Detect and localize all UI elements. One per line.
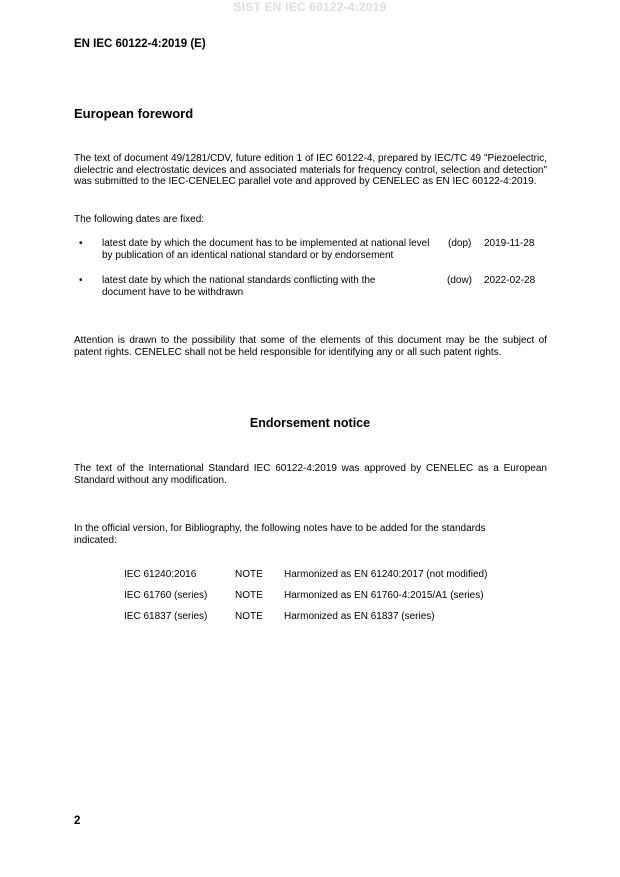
- patent-attention-paragraph: Attention is drawn to the possibility that some of the elements of this document may be the subject of patent rights. CENELEC shall not be held responsible for identifying any or all such patent rights.: [74, 335, 547, 358]
- note-label: NOTE: [235, 611, 263, 622]
- foreword-intro-paragraph: The text of document 49/1281/CDV, future edition 1 of IEC 60122-4, prepared by IEC/TC 49 "Piezoelectric, dielectric and electrostatic devices and associated materials for frequency control, selection and detection" was submitted to the IEC-CENELEC parallel vote and approved by CENELEC as EN IEC 60122-4:2019.: [74, 153, 547, 188]
- note-standard: IEC 61240:2016: [124, 569, 197, 580]
- date-description: latest date by which the document has to be implemented at national level by publication of an identical national standard or by endorsement: [102, 238, 430, 261]
- watermark: SIST EN IEC 60122-4:2019: [233, 0, 387, 14]
- dates-intro: The following dates are fixed:: [74, 214, 205, 225]
- date-code: (dop): [448, 238, 472, 249]
- bullet: •: [79, 238, 83, 249]
- document-id-header: EN IEC 60122-4:2019 (E): [74, 38, 206, 50]
- endorsement-heading: Endorsement notice: [249, 416, 371, 430]
- bullet: •: [79, 275, 83, 286]
- note-standard: IEC 61760 (series): [124, 590, 208, 601]
- note-standard: IEC 61837 (series): [124, 611, 208, 622]
- date-code: (dow): [447, 275, 473, 286]
- notes-intro: In the official version, for Bibliography, the following notes have to be added for the standards indicated:: [74, 523, 486, 546]
- page-number: 2: [74, 815, 81, 827]
- note-label: NOTE: [235, 569, 263, 580]
- date-description: latest date by which the national standards conflicting with the document have to be withdrawn: [102, 275, 376, 298]
- note-text: Harmonized as EN 61240:2017 (not modified): [284, 569, 488, 580]
- foreword-heading: European foreword: [74, 106, 194, 121]
- date-value: 2019-11-28: [484, 238, 535, 249]
- endorsement-paragraph: The text of the International Standard IEC 60122-4:2019 was approved by CENELEC as a European Standard without any modification.: [74, 463, 547, 486]
- note-text: Harmonized as EN 61837 (series): [284, 611, 435, 622]
- date-value: 2022-02-28: [484, 275, 536, 286]
- note-text: Harmonized as EN 61760-4:2015/A1 (series): [284, 590, 484, 601]
- note-label: NOTE: [235, 590, 263, 601]
